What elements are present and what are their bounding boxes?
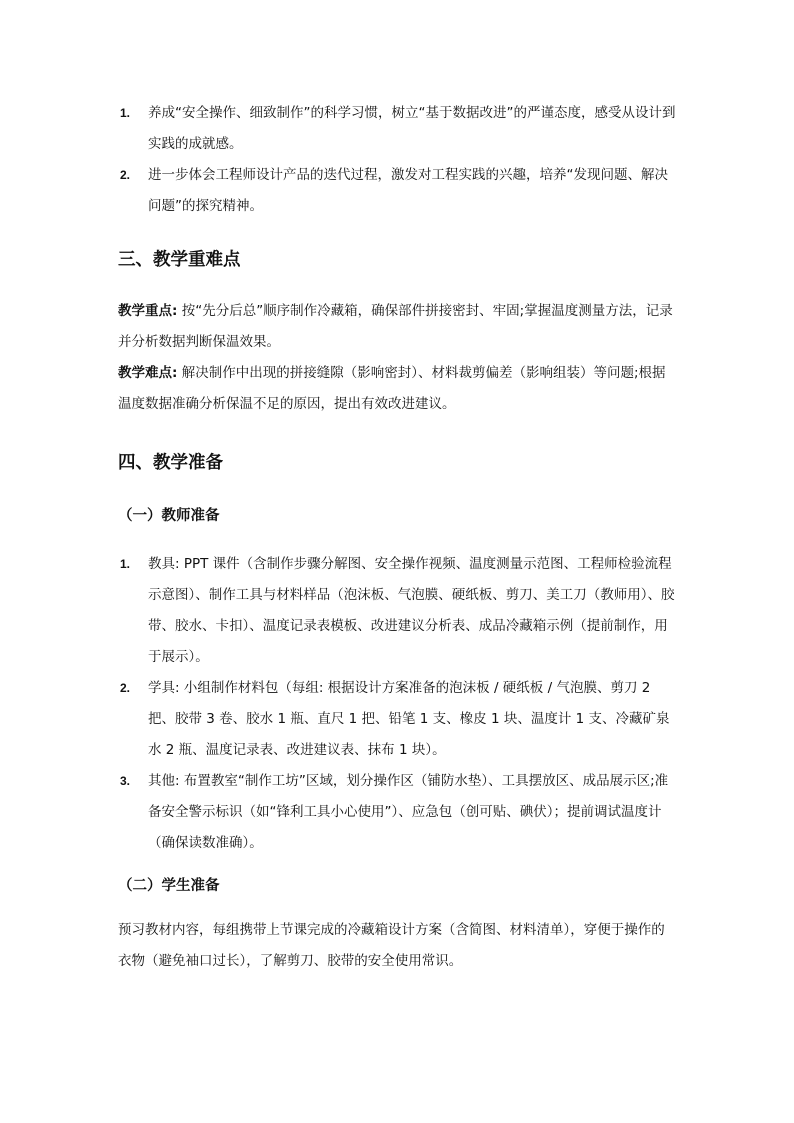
list-item-text: 养成“安全操作、细致制作”的科学习惯，树立“基于数据改进”的严谨态度，感受从设计到实践的成就感。: [148, 105, 676, 152]
list-number: 1.: [120, 557, 131, 571]
list-item-text: 进一步体会工程师设计产品的迭代过程，激发对工程实践的兴趣，培养“发现问题、解决问题”的探究精神。: [148, 167, 668, 214]
list-item-text: 其他: 布置教室“制作工坊”区域，划分操作区（铺防水垫）、工具摆放区、成品展示区;准备安全警示标识（如“锋利工具小心使用”）、应急包（创可贴、碘伏）；提前调试温度计（确保读数准确）。: [148, 773, 669, 851]
list-number: 1.: [120, 106, 131, 120]
list-number: 3.: [120, 774, 131, 788]
list-item: [118, 160, 678, 222]
list-item: [118, 766, 678, 859]
difficult-point-text: 解决制作中出现的拼接缝隙（影响密封）、材料裁剪偏差（影响组装）等问题;根据温度数据准确分析保温不足的原因，提出有效改进建议。: [118, 365, 666, 412]
difficult-point-label: 教学难点:: [118, 365, 178, 381]
list-item: [118, 673, 678, 766]
section-heading-preparation: 四、教学准备: [118, 453, 223, 473]
student-preparation-paragraph: 预习教材内容，每组携带上节课完成的冷藏箱设计方案（含简图、材料清单），穿便于操作的衣物（避免袖口过长），了解剪刀、胶带的安全使用常识。: [118, 922, 665, 969]
list-item: [118, 98, 678, 160]
intro-list: [118, 98, 678, 222]
difficult-point-paragraph: [118, 358, 678, 420]
list-item: [118, 549, 678, 673]
key-point-label: 教学重点:: [118, 303, 178, 319]
list-number: 2.: [120, 168, 131, 182]
list-item-text: 学具: 小组制作材料包（每组: 根据设计方案准备的泡沫板 / 硬纸板 / 气泡膜、剪刀 2 把、胶带 3 卷、胶水 1 瓶、直尺 1 把、铅笔 1 支、橡皮 1 块、温度计 1 支、冷藏矿泉水 2 瓶、温度记录表、改进建议表、抹布 1 块）。: [148, 680, 670, 758]
list-item-text: 教具: PPT 课件（含制作步骤分解图、安全操作视频、温度测量示范图、工程师检验流程示意图）、制作工具与材料样品（泡沫板、气泡膜、硬纸板、剪刀、美工刀（教师用）、胶带、胶水、卡扣）、温度记录表模板、改进建议分析表、成品冷藏箱示例（提前制作，用于展示）。: [148, 556, 675, 665]
list-number: 2.: [120, 681, 131, 695]
teacher-preparation-list: [118, 549, 678, 859]
key-point-text: 按“先分后总”顺序制作冷藏箱，确保部件拼接密封、牢固;掌握温度测量方法，记录并分析数据判断保温效果。: [118, 303, 673, 350]
subheading-teacher-preparation: （一）教师准备: [118, 508, 220, 524]
subheading-student-preparation: （二）学生准备: [118, 878, 220, 894]
key-point-paragraph: [118, 296, 678, 358]
page-content: [118, 98, 678, 977]
section-heading-key-difficult: 三、教学重难点: [118, 250, 241, 270]
